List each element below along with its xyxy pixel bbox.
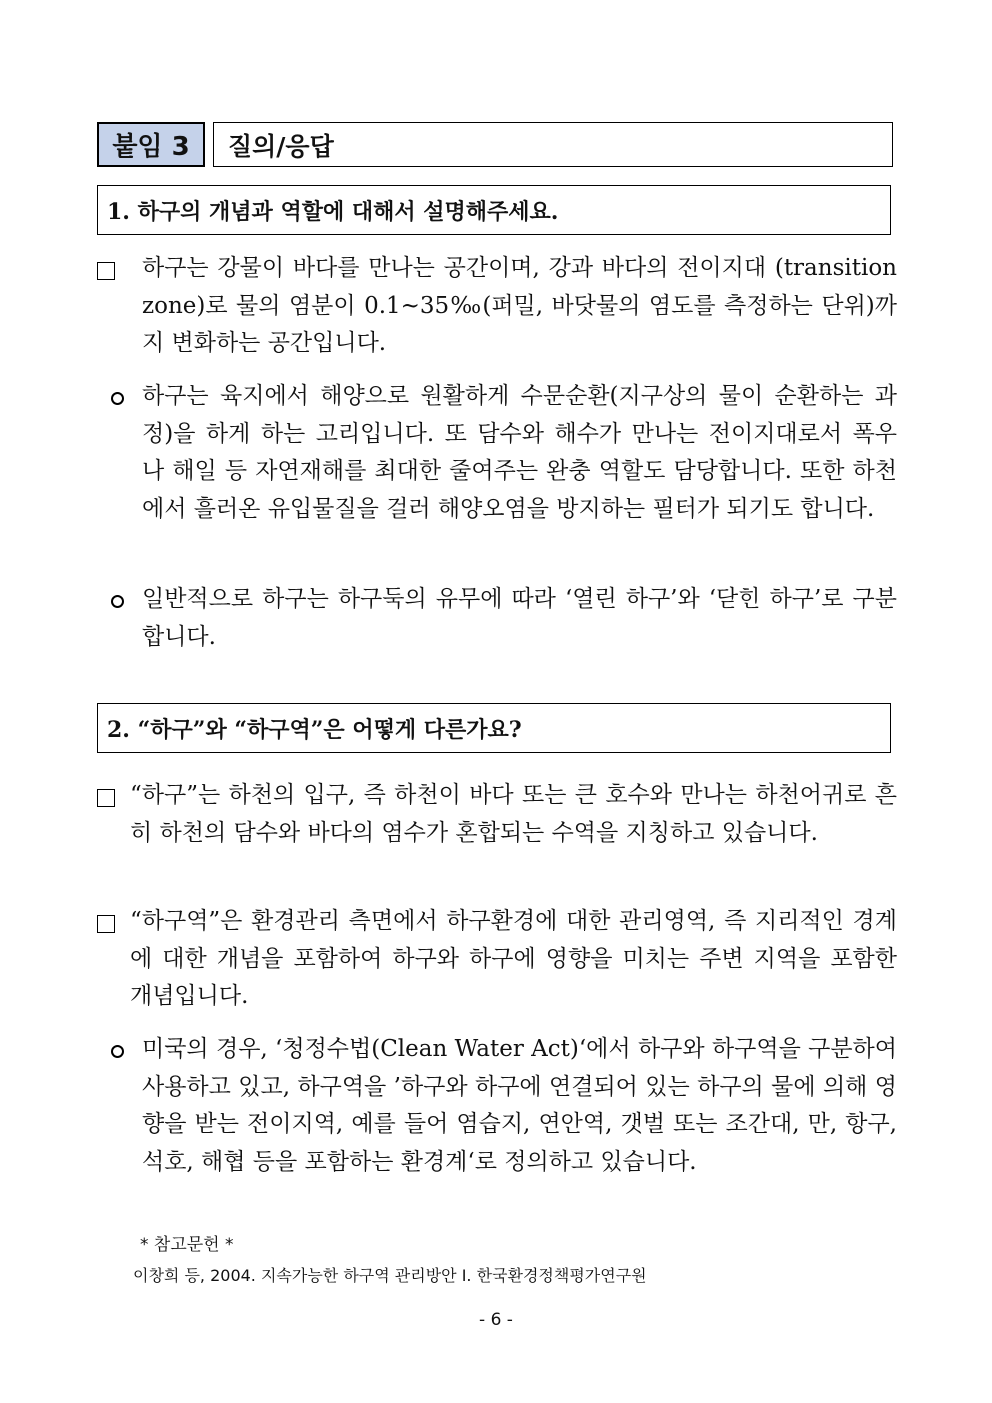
section1-paragraph-3: 일반적으로 하구는 하구둑의 유무에 따라 ‘열린 하구’와 ‘닫힌 하구’로 구분합니다. <box>142 586 897 650</box>
section1-paragraph-2: 하구는 육지에서 해양으로 원활하게 수문순환(지구상의 물이 순환하는 과정)을 하게 하는 고리입니다. 또 담수와 해수가 만나는 전이지대로서 폭우 나 해일 등 자연재해를 최대한 줄여주는 완충 역할도 담당합니다. 또한 하천에서 흘러온 유입물질을 걸러 해양오염을 방지하는 필터가 되기도 합니다. <box>142 383 897 522</box>
circle-bullet-icon <box>111 392 124 405</box>
page-number: - 6 - <box>479 1310 513 1330</box>
attachment-title: 질의/응답 <box>213 122 893 167</box>
attachment-badge: 붙임 3 <box>97 122 205 167</box>
section2-paragraph-2: “하구역”은 환경관리 측면에서 하구환경에 대한 관리영역, 즉 지리적인 경계에 대한 개념을 포함하여 하구와 하구에 영향을 미치는 주변 지역을 포함한 개념입니다. <box>130 908 897 1009</box>
question-2-box: 2. “하구”와 “하구역”은 어떻게 다른가요? <box>97 703 891 753</box>
reference-text: 이창희 등, 2004. 지속가능한 하구역 관리방안 I. 한국환경정책평가연구원 <box>133 1266 647 1285</box>
question-1-box: 1. 하구의 개념과 역할에 대해서 설명해주세요. <box>97 185 891 235</box>
square-bullet-icon <box>97 915 115 933</box>
attachment-header <box>97 122 893 169</box>
section2-paragraph-3: 미국의 경우, ‘청정수법(Clean Water Act)‘에서 하구와 하구역을 구분하여 사용하고 있고, 하구역을 ’하구와 하구에 연결되어 있는 하구의 물에 의해 영향을 받는 전이지역, 예를 들어 염습지, 연안역, 갯벌 또는 조간대, 만, 항구, 석호, 해협 등을 포함하는 환경계‘로 정의하고 있습니다. <box>142 1036 897 1175</box>
square-bullet-icon <box>97 262 115 280</box>
square-bullet-icon <box>97 789 115 807</box>
circle-bullet-icon <box>111 1045 124 1058</box>
reference-label: * 참고문헌 * <box>140 1235 234 1255</box>
circle-bullet-icon <box>111 595 124 608</box>
section1-paragraph-1: 하구는 강물이 바다를 만나는 공간이며, 강과 바다의 전이지대 (transition zone)로 물의 염분이 0.1~35‰(퍼밀, 바닷물의 염도를 측정하는 단위)까지 변화하는 공간입니다. <box>142 255 897 356</box>
section2-paragraph-1: “하구”는 하천의 입구, 즉 하천이 바다 또는 큰 호수와 만나는 하천어귀로 흔히 하천의 담수와 바다의 염수가 혼합되는 수역을 지칭하고 있습니다. <box>130 782 897 846</box>
